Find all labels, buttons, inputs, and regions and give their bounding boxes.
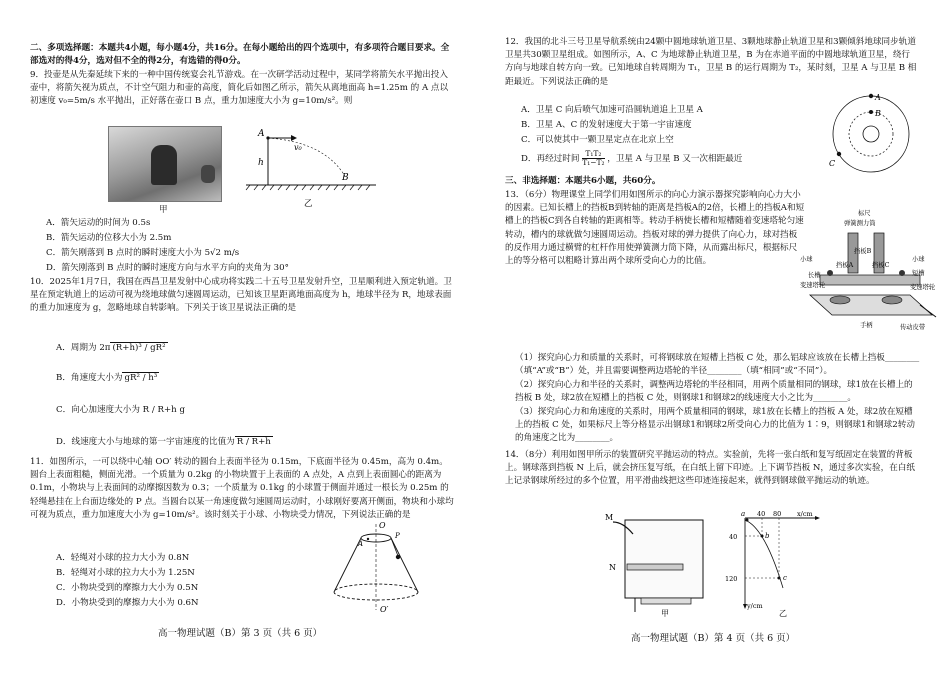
q12-option-b: B．卫星 A、C 的发射速度大于第一宇宙速度 <box>521 120 692 130</box>
svg-text:传动皮带: 传动皮带 <box>900 324 926 331</box>
svg-text:y/cm: y/cm <box>747 602 763 610</box>
svg-text:120: 120 <box>725 575 738 583</box>
svg-text:C: C <box>829 159 836 168</box>
page-footer-3: 高一物理试题（B）第 3 页（共 6 页） <box>158 628 323 639</box>
caption-jia: 甲 <box>159 205 168 215</box>
trajectory-graph <box>725 508 825 618</box>
q9-option-b: B．箭矢运动的位移大小为 2.5m <box>46 233 172 243</box>
section-2-heading: 二、多项选择题：本题共4小题，每小题4分，共16分。在每小题给出的四个选项中，有多项符合题目要求。全部选对的得4分，选对但不全的得2分，有选错的得0分。 <box>30 43 450 67</box>
q11-option-a: A．轻绳对小球的拉力大小为 0.8N <box>56 553 190 563</box>
svg-text:b: b <box>765 532 770 540</box>
q9-option-a: A．箭矢运动的时间为 0.5s <box>46 218 151 228</box>
page-footer-4: 高一物理试题（B）第 4 页（共 6 页） <box>631 633 796 644</box>
q11-option-d: D．小物块受到的摩擦力大小为 0.6N <box>56 598 199 608</box>
svg-text:挡板A: 挡板A <box>836 262 854 269</box>
svg-text:40: 40 <box>757 510 766 518</box>
question-11-stem: 11．如图所示，一可以绕中心轴 OO′ 转动的圆台上表面半径为 0.15m，下底面半径为 0.45m，高为 0.4m。圆台上表面粗糙，侧面光滑。一个质量为 0.2kg 的小物块置于上表面的 A 点处，A 点到上表面圆心的距离为 0.1m，小物块与上表面间的动摩擦因数为 0.3；一个质量为 0.1kg 的小球置于侧面并通过一根长为 0.25m 的轻绳悬挂在上台面边缘处的 P 点。当圆台以某一角速度做匀速圆周运动时，小球刚好要离开侧面，物块和小球均可视为质点，重力加速度大小为 g=10m/s²。该时刻关于小球、小物块受力情况，下列说法正确的是 <box>30 457 454 520</box>
svg-text:x/cm: x/cm <box>797 510 813 518</box>
q10-option-b: B．角速度大小为 gR² / h³ <box>56 373 158 383</box>
frustum-diagram <box>318 520 438 615</box>
svg-text:A: A <box>358 540 364 548</box>
q10-option-a: A．周期为 2π (R+h)³ / gR² <box>56 343 166 353</box>
svg-text:变速塔轮: 变速塔轮 <box>800 282 826 289</box>
svg-text:N: N <box>609 563 616 572</box>
q9-option-c: C．箭矢刚落到 B 点时的瞬时速度大小为 5√2 m/s <box>46 248 240 258</box>
archer-photo <box>108 126 222 202</box>
svg-text:乙: 乙 <box>779 609 787 618</box>
projectile-apparatus-diagram <box>605 508 715 618</box>
svg-text:小球: 小球 <box>800 256 813 263</box>
label-B: B <box>342 173 349 183</box>
svg-text:变速塔轮: 变速塔轮 <box>910 284 936 291</box>
svg-text:挡板C: 挡板C <box>872 262 890 269</box>
question-13-part-1: （1）探究向心力和质量的关系时，可将钢球放在短槽上挡板 C 处，那么铝球应该放在长槽上挡板________（填“A”或“B”）处，并且需要调整两边塔轮的半径________（填“相同”或“不同”）。 <box>515 353 920 377</box>
label-h: h <box>258 158 264 168</box>
q12-option-c: C．可以使其中一颗卫星定点在北京上空 <box>521 135 674 145</box>
section-3-heading: 三、非选择题：本题共6小题，共60分。 <box>505 176 661 186</box>
svg-text:标尺: 标尺 <box>858 210 871 217</box>
svg-text:弹簧测力筒: 弹簧测力筒 <box>844 220 876 227</box>
page-4 <box>475 0 950 673</box>
q12-option-d: D．再经过时间 $\frac{\text{T₁T₂}}{\text{T₁−T₂}}$ ，卫星 A 与卫星 B 又一次相距最近 <box>521 149 743 167</box>
question-14-stem: 14．（8分）利用如图甲所示的装置研究平抛运动的特点。实验前，先将一张白纸和复写纸固定在装置的背板上。钢球落到挡板 N 上后，就会挤压复写纸，在白纸上留下印迹。上下调节挡板 N，通过多次实验，在白纸上记录钢球所经过的多个位置，用平滑曲线把这些印迹连接起来，就得到钢球做平抛运动的轨迹。 <box>505 450 915 487</box>
svg-text:O: O <box>379 521 386 530</box>
q10-option-d: D．线速度大小与地球的第一宇宙速度的比值为 R / R+h <box>56 437 271 447</box>
q10-option-c: C．向心加速度大小为 R / R+h g <box>56 405 185 415</box>
svg-text:O′: O′ <box>380 605 389 614</box>
svg-text:长槽: 长槽 <box>808 272 821 279</box>
q11-option-c: C．小物块受到的摩擦力大小为 0.5N <box>56 583 199 593</box>
question-10-stem: 10．2025年1月7日，我国在西昌卫星发射中心成功将实践二十五号卫星发射升空，卫星顺利进入预定轨道。卫星在预定轨道上的运动可视为绕地球做匀速圆周运动，已知该卫星距离地面高度为 h，地球半径为 R，地球表面的重力加速度为 g，忽略地球自转影响。下列关于该卫星说法正确的是 <box>30 277 452 314</box>
question-13-stem: 13．（6分）物理课堂上同学们用如图所示的向心力演示器探究影响向心力大小的因素。已知长槽上的挡板B到转轴的距离是挡板A的2倍，长槽上的挡板A和短槽上的挡板C到各自转轴的距离相等。转动手柄使长槽和短槽随着变速塔轮匀速转动，槽内的球就做匀速圆周运动。挡板对球的弹力提供了向心力，球对挡板的反作用力通过横臂的杠杆作用使弹簧测力筒下降，从而露出标尺，根据标尺上的等分格可以粗略计算出两个球所受向心力的比值。 <box>505 190 805 267</box>
projectile-diagram <box>236 120 386 215</box>
svg-text:a: a <box>741 510 746 518</box>
svg-text:40: 40 <box>729 533 738 541</box>
svg-text:A: A <box>875 93 881 102</box>
question-13-part-2: （2）探究向心力和半径的关系时，调整两边塔轮的半径相同，用两个质量相同的钢球，球1放在长槽上的挡板 B 处，球2放在短槽上的挡板 C 处，则钢球1和钢球2的线速度大小之比为________。 <box>515 380 913 404</box>
svg-text:80: 80 <box>773 510 782 518</box>
label-A: A <box>258 129 265 139</box>
centripetal-apparatus-diagram <box>800 205 940 335</box>
caption-yi: 乙 <box>304 199 313 209</box>
svg-text:甲: 甲 <box>661 609 669 618</box>
q9-option-d: D．箭矢刚落到 B 点时的瞬时速度方向与水平方向的夹角为 30° <box>46 263 289 273</box>
svg-text:短槽: 短槽 <box>912 270 925 277</box>
question-13-part-3: （3）探究向心力和角速度的关系时，用两个质量相同的钢球，球1放在长槽上的挡板 A 处，球2放在短槽上的挡板 C 处，如果标尺上等分格显示出钢球1和钢球2所受向心力的比值为 1∶9，则钢球1和钢球2转动的角速度之比为________。 <box>515 407 915 444</box>
svg-text:c: c <box>783 574 787 582</box>
svg-text:P: P <box>395 532 400 540</box>
svg-text:挡板B: 挡板B <box>854 248 872 255</box>
q11-option-b: B．轻绳对小球的拉力大小为 1.25N <box>56 568 195 578</box>
orbit-diagram <box>827 92 915 176</box>
label-v0: v₀ <box>294 143 302 152</box>
svg-text:手柄: 手柄 <box>860 322 873 329</box>
svg-text:B: B <box>875 109 881 118</box>
svg-text:小球: 小球 <box>912 256 925 263</box>
question-9-stem: 9．投壶是从先秦延续下来的一种中国传统宴会礼节游戏。在一次研学活动过程中，某同学将箭矢水平抛出投入壶中，将箭矢视为质点，不计空气阻力和壶的高度，简化后如图乙所示，箭矢从离地面高 h=1.25m 的 A 点以初速度 v₀=5m/s 水平抛出，正好落在壶口 B 点，重力加速度大小为 g=10m/s²。则 <box>30 70 449 107</box>
svg-text:M: M <box>605 513 614 522</box>
q12-option-a: A．卫星 C 向后喷气加速可沿圆轨道追上卫星 A <box>521 105 703 115</box>
question-12-stem: 12．我国的北斗三号卫星导航系统由24颗中圆地球轨道卫星、3颗地球静止轨道卫星和3颗倾斜地球同步轨道卫星共30颗卫星组成。如图所示，A、C 为地球静止轨道卫星，B 为在赤道平面的中圆地球轨道卫星，绕行方向与地球自转方向一致。已知地球自转周期为 T₁，卫星 B 的运行周期为 T₂，某时刻，卫星 A 与卫星 B 相距最近。下列说法正确的是 <box>505 37 917 87</box>
